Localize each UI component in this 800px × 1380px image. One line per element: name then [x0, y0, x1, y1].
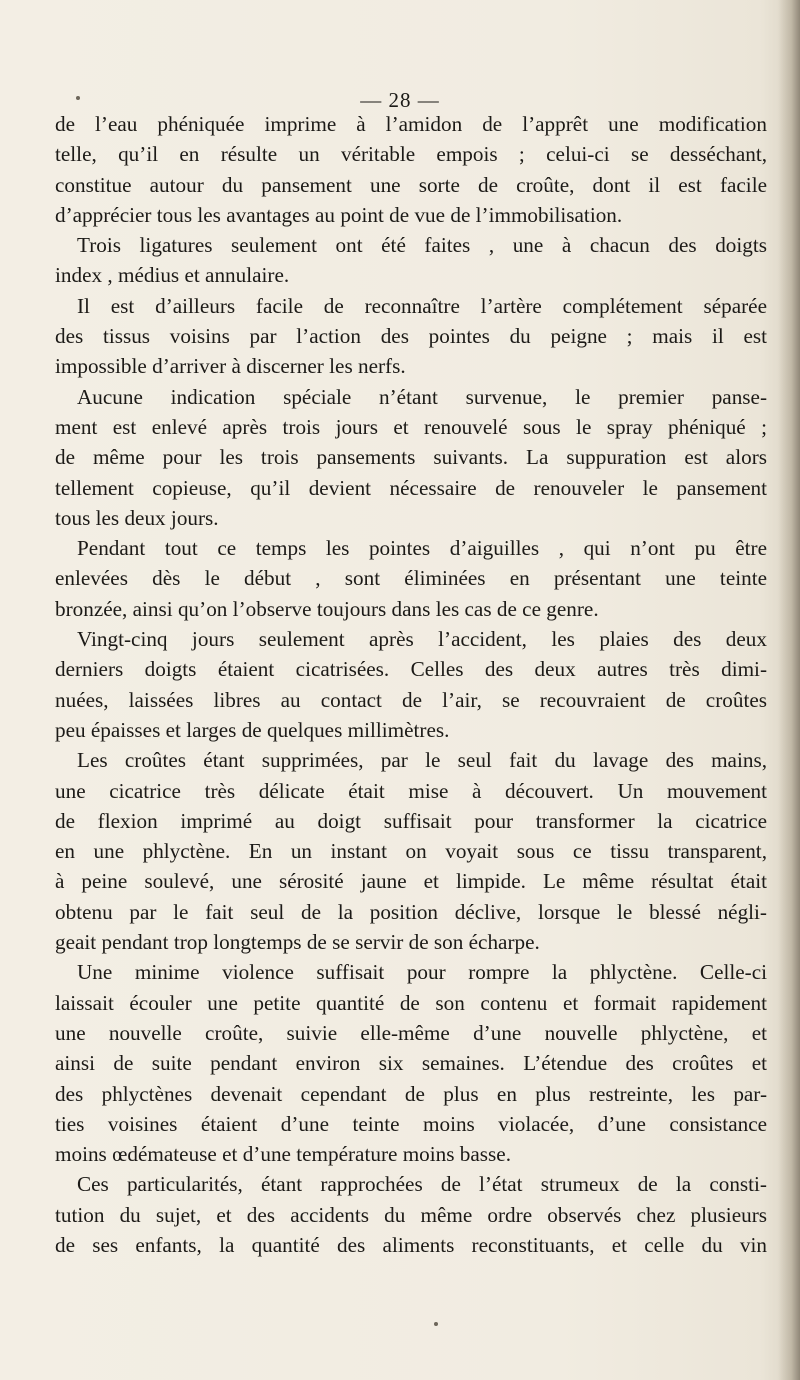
text-line: tellement copieuse, qu’il devient nécessaire de renouveler le pansement [55, 475, 767, 500]
text-line: Les croûtes étant supprimées, par le seul fait du lavage des mains, [77, 748, 767, 773]
text-line: tution du sujet, et des accidents du même ordre observés chez plusieurs [55, 1202, 767, 1227]
text-line: telle, qu’il en résulte un véritable empois ; celui-ci se desséchant, [55, 142, 767, 167]
text-line: laissait écouler une petite quantité de son contenu et formait rapidement [55, 990, 767, 1015]
text-line: Pendant tout ce temps les pointes d’aiguilles , qui n’ont pu être [77, 536, 767, 561]
text-line: index , médius et annulaire. [55, 263, 290, 288]
text-line: d’apprécier tous les avantages au point de vue de l’immobilisation. [55, 202, 623, 227]
text-line: une cicatrice très délicate était mise à découvert. Un mouvement [55, 778, 767, 803]
text-line: en une phlyctène. En un instant on voyait sous ce tissu transparent, [55, 839, 767, 864]
text-line: nuées, laissées libres au contact de l’air, se recouvraient de croûtes [55, 687, 767, 712]
body-text [55, 109, 767, 1260]
text-line: de même pour les trois pansements suivants. La suppuration est alors [55, 445, 767, 470]
page-number: — 28 — [360, 88, 440, 112]
page-edge-shadow [778, 0, 800, 1380]
text-line: moins œdémateuse et d’une température moins basse. [55, 1142, 511, 1167]
text-line: enlevées dès le début , sont éliminées en présentant une teinte [55, 566, 767, 591]
text-line: Une minime violence suffisait pour rompre la phlyctène. Celle-ci [77, 960, 767, 985]
text-line: des phlyctènes devenait cependant de plus en plus restreinte, les par- [55, 1081, 767, 1106]
text-line: Il est d’ailleurs facile de reconnaître l’artère complétement séparée [77, 293, 767, 318]
text-line: Ces particularités, étant rapprochées de l’état strumeux de la consti- [77, 1172, 767, 1197]
ink-speck [76, 96, 80, 100]
text-line: ainsi de suite pendant environ six semaines. L’étendue des croûtes et [55, 1051, 767, 1076]
text-line: Aucune indication spéciale n’étant survenue, le premier panse- [77, 384, 767, 409]
text-line: une nouvelle croûte, suivie elle-même d’une nouvelle phlyctène, et [55, 1020, 767, 1045]
text-line: constitue autour du pansement une sorte de croûte, dont il est facile [55, 172, 767, 197]
text-line: bronzée, ainsi qu’on l’observe toujours dans les cas de ce genre. [55, 596, 599, 621]
text-line: tous les deux jours. [55, 505, 219, 530]
text-line: à peine soulevé, une sérosité jaune et limpide. Le même résultat était [55, 869, 767, 894]
ink-speck [434, 1322, 438, 1326]
text-line: Trois ligatures seulement ont été faites , une à chacun des doigts [77, 233, 767, 258]
text-line: des tissus voisins par l’action des pointes du peigne ; mais il est [55, 324, 767, 349]
text-line: peu épaisses et larges de quelques millimètres. [55, 717, 450, 742]
text-line: impossible d’arriver à discerner les nerfs. [55, 354, 406, 379]
text-line: obtenu par le fait seul de la position déclive, lorsque le blessé négli- [55, 899, 767, 924]
text-line: derniers doigts étaient cicatrisées. Celles des deux autres très dimi- [55, 657, 767, 682]
text-line: ties voisines étaient d’une teinte moins violacée, d’une consistance [55, 1111, 767, 1136]
text-line: de l’eau phéniquée imprime à l’amidon de l’apprêt une modification [55, 112, 767, 136]
text-line: geait pendant trop longtemps de se servir de son écharpe. [55, 930, 540, 955]
text-line: de flexion imprimé au doigt suffisait pour transformer la cicatrice [55, 808, 767, 833]
text-line: ment est enlevé après trois jours et renouvelé sous le spray phéniqué ; [55, 414, 767, 439]
text-line: de ses enfants, la quantité des aliments reconstituants, et celle du vin [55, 1232, 767, 1257]
text-line: Vingt-cinq jours seulement après l’accident, les plaies des deux [77, 627, 767, 652]
